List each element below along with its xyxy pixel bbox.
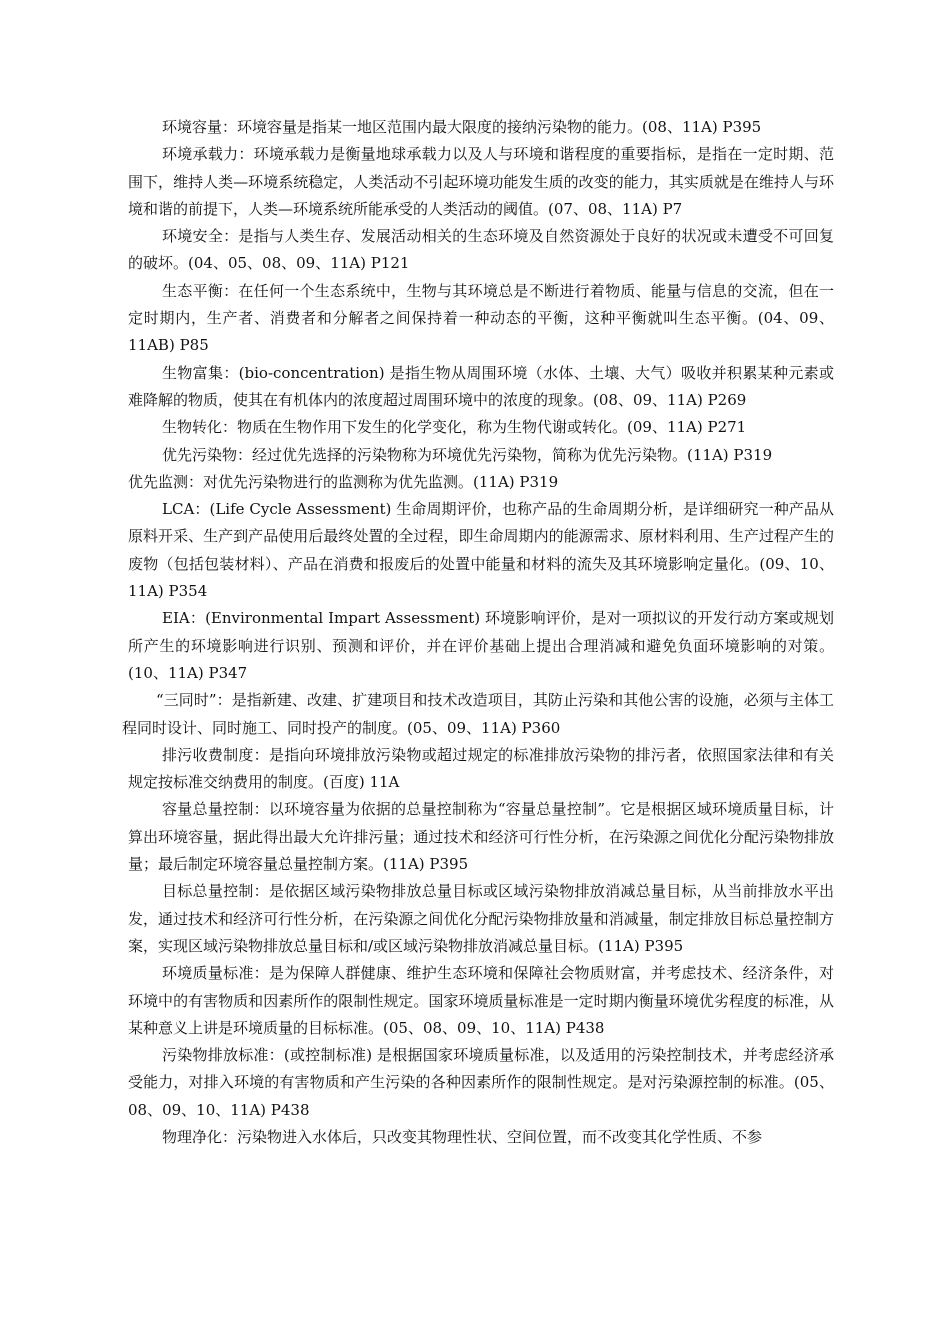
paragraph-eia: EIA：(Environmental Impart Assessment) 环境影响评价，是对一项拟议的开发行动方案或规划所产生的环境影响进行识别、预测和评价，并在评价基础上提出合理消减和避免负面环境影响的对策。(10、11A) P347: [128, 609, 834, 682]
paragraph-priority-pollutants: 优先污染物：经过优先选择的污染物称为环境优先污染物，简称为优先污染物。(11A) P319: [162, 445, 773, 464]
paragraph-physical-purification: 物理净化：污染物进入水体后，只改变其物理性状、空间位置，而不改变其化学性质、不参: [162, 1127, 763, 1146]
paragraph-bioconcentration: 生物富集：(bio-concentration) 是指生物从周围环境（水体、土壤、大气）吸收并积累某种元素或难降解的物质，使其在有机体内的浓度超过周围环境中的浓度的现象。(08、09、11A) P269: [128, 363, 834, 409]
paragraph-emission-standard: 污染物排放标准：(或控制标准) 是根据国家环境质量标准，以及适用的污染控制技术，并考虑经济承受能力，对排入环境的有害物质和产生污染的各种因素所作的限制性规定。是对污染源控制的标准。(05、08、09、10、11A) P438: [128, 1046, 834, 1119]
paragraph-environmental-carrying-capacity: 环境承载力：环境承载力是衡量地球承载力以及人与环境和谐程度的重要指标，是指在一定时期、范围下，维持人类—环境系统稳定，人类活动不引起环境功能发生质的改变的能力，其实质就是在维持人与环境和谐的前提下，人类—环境系统所能承受的人类活动的阈值。(07、08、11A) P7: [128, 145, 834, 218]
paragraph-target-total-control: 目标总量控制：是依据区域污染物排放总量目标或区域污染物排放消减总量目标，从当前排放水平出发，通过技术和经济可行性分析，在污染源之间优化分配污染物排放量和消减量，制定排放目标总量控制方案，实现区域污染物排放总量目标和/或区域污染物排放消减总量目标。(11A) P395: [128, 882, 834, 955]
paragraph-biotransformation: 生物转化：物质在生物作用下发生的化学变化，称为生物代谢或转化。(09、11A) P271: [162, 418, 747, 437]
paragraph-ecological-balance: 生态平衡：在任何一个生态系统中，生物与其环境总是不断进行着物质、能量与信息的交流，但在一定时期内，生产者、消费者和分解者之间保持着一种动态的平衡，这种平衡就叫生态平衡。(04、09、11AB) P85: [128, 281, 834, 355]
paragraph-three-simultaneous: “三同时”：是指新建、改建、扩建项目和技术改造项目，其防止污染和其他公害的设施，必须与主体工程同时设计、同时施工、同时投产的制度。(05、09、11A) P360: [122, 691, 834, 737]
paragraph-environmental-security: 环境安全：是指与人类生存、发展活动相关的生态环境及自然资源处于良好的状况或未遭受不可回复的破坏。(04、05、08、09、11A) P121: [128, 227, 834, 273]
paragraph-environmental-capacity: 环境容量：环境容量是指某一地区范围内最大限度的接纳污染物的能力。(08、11A) P395: [162, 118, 762, 136]
paragraph-environmental-quality-standard: 环境质量标准：是为保障人群健康、维护生态环境和保障社会物质财富，并考虑技术、经济条件，对环境中的有害物质和因素所作的限制性规定。国家环境质量标准是一定时期内衡量环境优劣程度的标准，从某种意义上讲是环境质量的目标标准。(05、08、09、10、11A) P438: [128, 964, 834, 1037]
paragraph-priority-monitoring: 优先监测：对优先污染物进行的监测称为优先监测。(11A) P319: [128, 472, 559, 491]
paragraph-capacity-total-control: 容量总量控制：以环境容量为依据的总量控制称为“容量总量控制”。它是根据区域环境质量目标，计算出环境容量，据此得出最大允许排污量；通过技术和经济可行性分析，在污染源之间优化分配污染物排放量；最后制定环境容量总量控制方案。(11A) P395: [128, 800, 834, 874]
paragraph-lca: LCA：(Life Cycle Assessment) 生命周期评价，也称产品的生命周期分析，是详细研究一种产品从原料开采、生产到产品使用后最终处置的全过程，即生命周期内的能源需求、原材料利用、生产过程产生的废物（包括包装材料）、产品在消费和报废后的处置中能量和材料的流失及其环境影响定量化。(09、10、11A) P354: [128, 500, 834, 601]
paragraph-pollution-fee-system: 排污收费制度：是指向环境排放污染物或超过规定的标准排放污染物的排污者，依照国家法律和有关规定按标准交纳费用的制度。(百度) 11A: [128, 745, 834, 792]
document-page: [122, 114, 834, 1151]
